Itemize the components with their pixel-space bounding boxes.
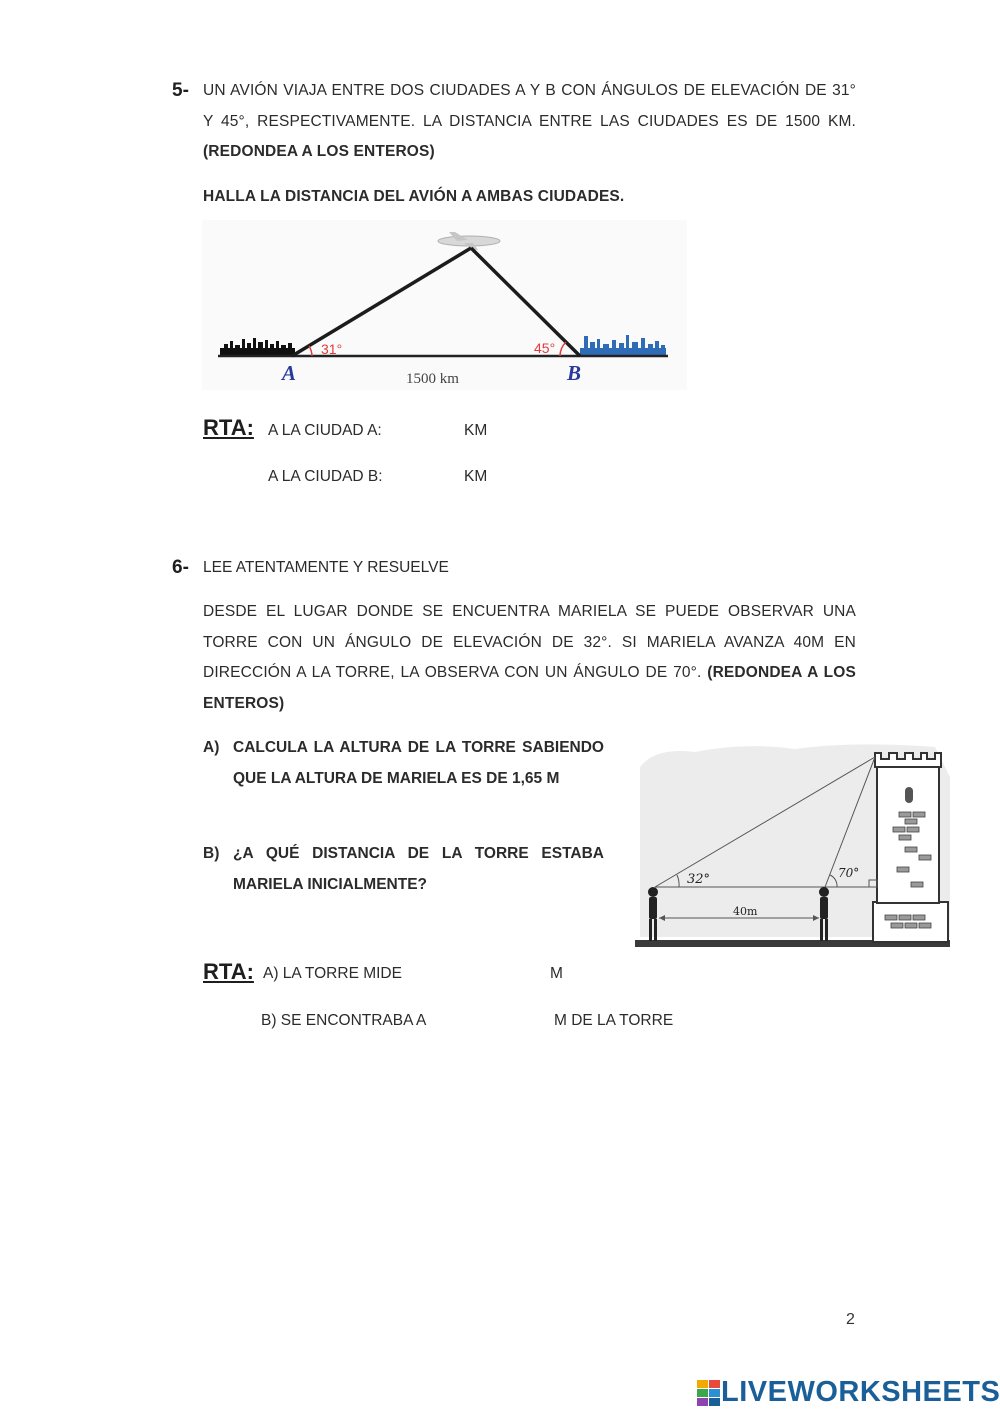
rta-label-6: RTA: [203, 959, 254, 984]
part-b-label: B) [203, 845, 220, 862]
liveworksheets-logo[interactable] [697, 1376, 1000, 1409]
distance-40m-label: 40m [733, 905, 758, 918]
angle-70-label: 70° [838, 866, 860, 880]
question-5-instruction: HALLA LA DISTANCIA DEL AVIÓN A AMBAS CIUDADES. [203, 188, 625, 205]
question-5-statement: UN AVIÓN VIAJA ENTRE DOS CIUDADES A Y B CON ÁNGULOS DE ELEVACIÓN DE 31° Y 45°, RESPECTIVAMENTE. LA DISTANCIA ENTRE LAS CIUDADES ES DE 1500 KM. [203, 82, 856, 130]
question-6-statement: DESDE EL LUGAR DONDE SE ENCUENTRA MARIELA SE PUEDE OBSERVAR UNA TORRE CON UN ÁNGULO DE ELEVACIÓN DE 32°. SI MARIELA AVANZA 40M EN DIRECCIÓN A LA TORRE, LA OBSERVA CON UN ÁNGULO DE 70°. [203, 603, 856, 681]
city-b-label: B [567, 361, 582, 385]
question-6-text [203, 597, 856, 719]
question-5-round-note: (REDONDEA A LOS ENTEROS) [203, 143, 435, 160]
part-a-label: A) [203, 739, 220, 756]
answer-6b-label: B) SE ENCONTRABA A [261, 1012, 427, 1029]
answer-5-city-b-label: A LA CIUDAD B: [268, 468, 383, 485]
part-b-text: ¿A QUÉ DISTANCIA DE LA TORRE ESTABA MARIELA INICIALMENTE? [233, 845, 604, 893]
tower-figure [635, 737, 950, 950]
liveworksheets-logo-text: LIVEWORKSHEETS [721, 1376, 1000, 1408]
page-number: 2 [846, 1311, 855, 1328]
question-6-round-note: (REDONDEA A LOS ENTEROS) [203, 664, 856, 712]
question-6-number: 6- [172, 557, 189, 578]
question-5-text [203, 76, 856, 168]
angle-a-label: 31° [321, 341, 343, 357]
answer-6b-unit: M DE LA TORRE [554, 1012, 674, 1029]
answer-6a-label: A) LA TORRE MIDE [263, 965, 402, 982]
answer-5-city-b-unit: KM [464, 468, 488, 485]
answer-5-city-a-label: A LA CIUDAD A: [268, 422, 382, 439]
city-a-label: A [282, 361, 297, 385]
rta-label-5: RTA: [203, 415, 254, 440]
answer-5-city-a-unit: KM [464, 422, 488, 439]
liveworksheets-logo-icon [697, 1380, 721, 1406]
part-a-text: CALCULA LA ALTURA DE LA TORRE SABIENDO QUE LA ALTURA DE MARIELA ES DE 1,65 M [233, 739, 604, 787]
distance-ab-label: 1500 km [406, 371, 459, 387]
tower-icon [873, 753, 948, 942]
plane-triangle-figure [202, 220, 687, 390]
question-5-number: 5- [172, 80, 189, 101]
figure-background [202, 220, 687, 390]
question-6-heading: LEE ATENTAMENTE Y RESUELVE [203, 559, 449, 576]
answer-6a-unit: M [550, 965, 563, 982]
angle-32-label: 32° [687, 872, 711, 887]
angle-b-label: 45° [534, 340, 556, 356]
